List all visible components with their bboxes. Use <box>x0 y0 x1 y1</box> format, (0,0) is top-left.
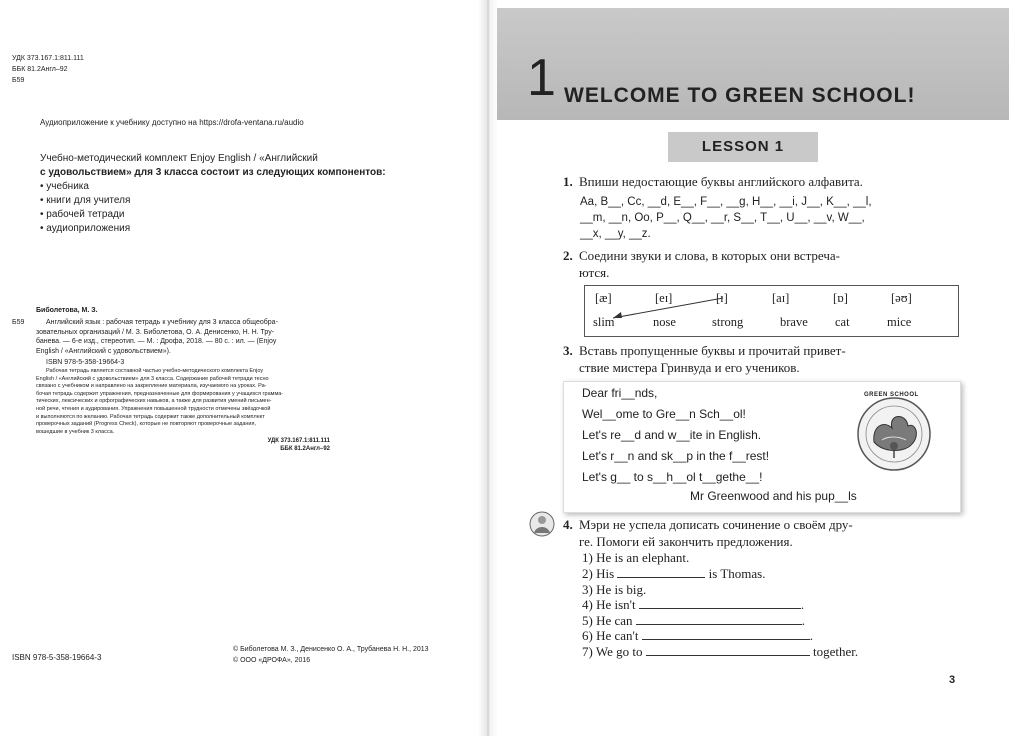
word-strong[interactable]: strong <box>712 315 744 329</box>
sentence-text: He is an elephant. <box>596 550 690 565</box>
word-nose[interactable]: nose <box>653 315 676 329</box>
blank-line[interactable] <box>617 566 705 578</box>
sentence-end: together. <box>812 644 859 659</box>
sentence-text: We go to <box>595 644 643 659</box>
greeting-line: Wel__ome to Gre__n Sch__ol! <box>582 407 746 421</box>
page-number: 3 <box>949 674 956 686</box>
unit-number: 1 <box>527 49 556 107</box>
task-instruction: Впиши недостающие буквы английского алфавита. <box>579 174 863 189</box>
sentence-number: 5) <box>582 613 593 628</box>
abstract-line: English / «Английский с удовольствием» для 3 класса. Содержание рабочей тетради тесно <box>36 375 269 382</box>
udk-line: УДК 373.167.1:811.111 <box>12 55 84 62</box>
word-brave[interactable]: brave <box>780 315 808 329</box>
lesson-label: LESSON 1 <box>668 132 818 162</box>
right-page <box>497 0 1020 736</box>
abstract-line: бочая тетрадь содержит упражнения, предназначенные для формирования у учащихся грамма- <box>36 390 284 397</box>
word-slim[interactable]: slim <box>593 315 615 329</box>
greeting-line: Let's r__n and sk__p in the f__rest! <box>582 449 770 463</box>
task-4 <box>563 516 959 550</box>
task-instruction-line-2: ются. <box>579 265 610 280</box>
greeting-line: Let's re__d and w__ite in English. <box>582 428 762 442</box>
abstract-line: и выполняются по желанию. Рабочая тетрадь содержит также дополнительный комплект <box>36 413 265 420</box>
copyright-line-2: © ООО «ДРОФА», 2016 <box>233 657 311 664</box>
kit-title-line-1: Учебно-методический комплект Enjoy English / «Английский <box>40 153 318 164</box>
blank-line[interactable] <box>642 628 810 640</box>
sentence-number: 7) <box>582 644 593 659</box>
kit-item: • учебника <box>40 181 89 192</box>
kit-title-line-2: с удовольствием» для 3 класса состоит из следующих компонентов: <box>40 167 386 178</box>
green-school-emblem-icon <box>854 394 934 474</box>
task-instruction-line-2: ге. Помоги ей закончить предложения. <box>579 534 793 549</box>
sentence-3 <box>582 582 646 598</box>
greeting-signature: Mr Greenwood and his pup__ls <box>690 489 857 503</box>
kit-item: • рабочей тетради <box>40 209 125 220</box>
sentence-text: He can't <box>596 628 639 643</box>
task-1 <box>563 173 863 190</box>
greeting-line: Dear fri__nds, <box>582 386 658 400</box>
alphabet-line-1: Aa, B__, Cc, __d, E__, F__, __g, H__, __i, J__, K__, __l, <box>580 196 872 208</box>
sound-ai[interactable]: [aɪ] <box>772 291 790 305</box>
sound-o[interactable]: [ɒ] <box>833 291 848 305</box>
book-gutter <box>478 0 498 736</box>
task-number: 3. <box>563 343 573 358</box>
sentence-7 <box>582 644 858 660</box>
biblio-isbn: ISBN 978-5-358-19664-3 <box>46 359 125 366</box>
kit-description <box>40 152 440 236</box>
greeting-card <box>563 381 961 513</box>
abstract-line: проверочных заданий (Progress Check), которые не повторяют проверочные задания, <box>36 421 256 428</box>
abstract-line: связано с учебником и направлено на закрепление материала, изучаемого на уроках. Ра- <box>36 383 267 390</box>
kit-item: • аудиоприложения <box>40 223 131 234</box>
task-number: 1. <box>563 174 573 189</box>
biblio-line: Английский язык : рабочая тетрадь к учебнику для 3 класса общеобра- <box>46 319 278 326</box>
biblio-author: Биболетова, М. З. <box>36 307 98 314</box>
sentence-number: 3) <box>582 582 593 597</box>
abstract <box>36 368 341 436</box>
sentence-4 <box>582 597 804 613</box>
biblio-code: Б59 <box>12 319 25 326</box>
unit-header <box>497 8 1009 120</box>
bbk-right: ББК 81.2Англ–92 <box>280 446 330 452</box>
alphabet-line-3: __x, __y, __z. <box>580 228 651 240</box>
sentence-1 <box>582 550 689 566</box>
sentence-end: . <box>809 628 813 643</box>
emblem-text: GREEN SCHOOL <box>864 392 919 398</box>
sound-i[interactable]: [ɪ] <box>716 291 728 305</box>
blank-line[interactable] <box>639 597 801 609</box>
task-3 <box>563 342 959 376</box>
bbk-line: ББК 81.2Англ–92 <box>12 66 68 73</box>
copyright-line-1: © Биболетова М. З., Денисенко О. А., Трубанева Н. Н., 2013 <box>233 646 429 653</box>
sound-ae[interactable]: [æ] <box>595 291 612 305</box>
biblio-line: English / «Английский с удовольствием»). <box>36 347 171 355</box>
kit-item: • книги для учителя <box>40 195 131 206</box>
sentence-end: . <box>800 597 805 612</box>
biblio-line: банева. — 6-е изд., стереотип. — М. : Дрофа, 2018. — 80 с. : ил. — (Enjoy <box>36 338 277 345</box>
sentence-5 <box>582 613 805 629</box>
sentence-end: is Thomas. <box>708 566 766 581</box>
word-mice[interactable]: mice <box>887 315 912 329</box>
task-instruction-line-2: ствие мистера Гринвуда и его учеников. <box>579 360 800 375</box>
sentence-number: 4) <box>582 597 593 612</box>
classification-right <box>200 437 330 453</box>
task-number: 2. <box>563 248 573 263</box>
task-number: 4. <box>563 517 573 532</box>
isbn-bottom: ISBN 978-5-358-19664-3 <box>12 653 102 662</box>
greeting-line: Let's g__ to s__h__ol t__gethe__! <box>582 470 763 484</box>
abstract-line: вошедшие в учебник 3 класса. <box>36 428 115 435</box>
left-page <box>0 0 486 736</box>
biblio-line: зовательных организаций / М. З. Биболетова, О. А. Денисенко, Н. Н. Тру- <box>36 328 275 336</box>
sentence-number: 2) <box>582 566 593 581</box>
sentence-6 <box>582 628 813 644</box>
abstract-line: тических, лексических и орфографических навыков, а также для развития умений письмен- <box>36 398 272 405</box>
udk-right: УДК 373.167.1:811.111 <box>267 438 330 444</box>
task-instruction-line-1: Соедини звуки и слова, в которых они встреча- <box>579 248 841 263</box>
abstract-line: Рабочая тетрадь является составной частью учебно-методического комплекта Enjoy <box>46 368 264 374</box>
task-2 <box>563 247 959 281</box>
mary-character-icon <box>529 511 555 537</box>
blank-line[interactable] <box>646 644 810 656</box>
blank-line[interactable] <box>636 613 802 625</box>
sentence-text: His <box>596 566 615 581</box>
alphabet-line-2: __m, __n, Oo, P__, Q__, __r, S__, T__, U__, __v, W__, <box>580 212 865 224</box>
task-instruction-line-1: Вставь пропущенные буквы и прочитай привет- <box>579 343 846 358</box>
sentence-text: He is big. <box>596 582 647 597</box>
audio-note: Аудиоприложение к учебнику доступно на https://drofa-ventana.ru/audio <box>40 118 304 127</box>
author-mark: Б59 <box>12 77 25 84</box>
sound-ei[interactable]: [eɪ] <box>655 291 673 305</box>
sentence-2 <box>582 566 765 582</box>
unit-title: WELCOME TO GREEN SCHOOL! <box>564 84 916 107</box>
biblio-record <box>36 318 341 368</box>
sentence-number: 1) <box>582 550 593 565</box>
sound-ou[interactable]: [əʊ] <box>891 291 912 305</box>
sentence-end: . <box>801 613 806 628</box>
word-cat[interactable]: cat <box>835 315 850 329</box>
sentence-number: 6) <box>582 628 593 643</box>
sound-word-matching <box>584 285 959 337</box>
example-connector-line <box>585 286 958 336</box>
task-instruction-line-1: Мэри не успела дописать сочинение о своём дру- <box>579 517 853 532</box>
sentence-text: He can <box>596 613 633 628</box>
sentence-text: He isn't <box>596 597 636 612</box>
abstract-line: ной речи, чтения и аудирования. Упражнения повышенной трудности отмечены звёздочкой <box>36 405 271 412</box>
